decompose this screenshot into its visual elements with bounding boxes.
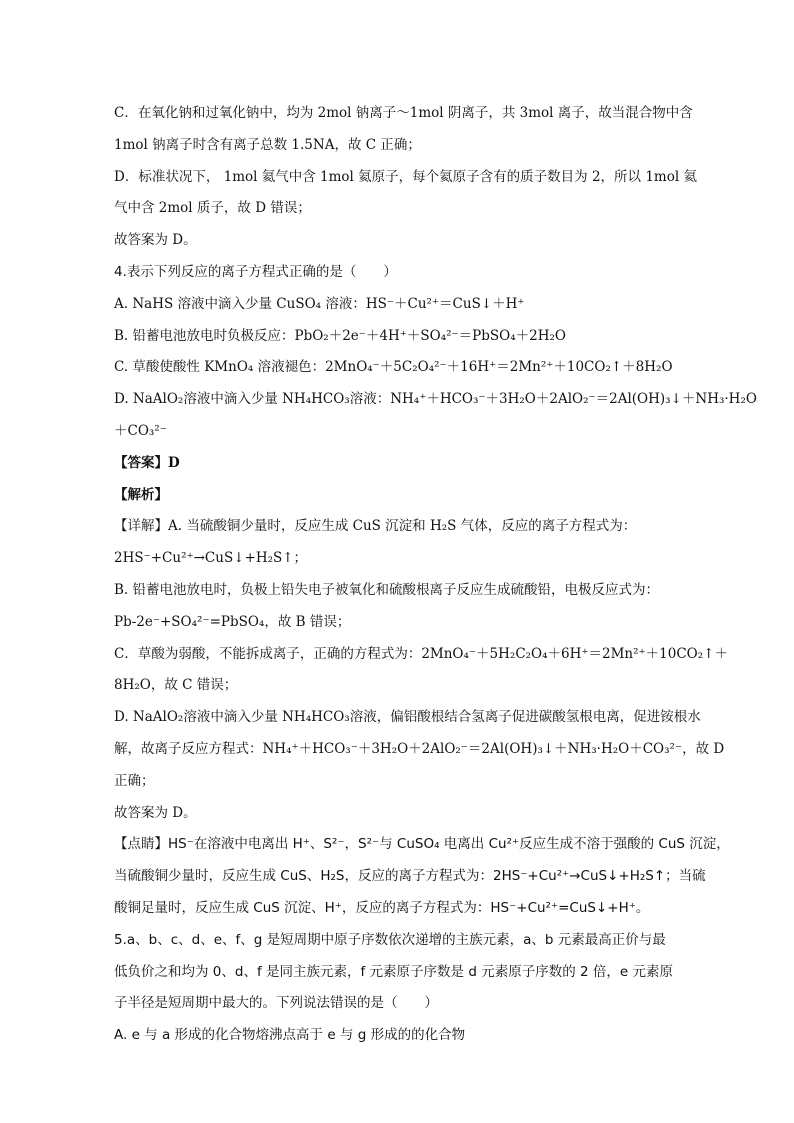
text-line: B. 铅蓄电池放电时，负极上铅失电子被氧化和硫酸根离子反应生成硫酸铅，电极反应式为：	[114, 581, 660, 598]
text-line: 1mol 钠离子时含有离子总数 1.5NA，故 C 正确；	[114, 136, 421, 153]
text-line: 正确；	[114, 772, 155, 789]
text-line: ＋CO₃²⁻	[114, 422, 167, 439]
question-5-option-a: A. e 与 a 形成的化合物熔沸点高于 e 与 g 形成的的化合物	[114, 1027, 466, 1044]
text-line: 低负价之和均为 0、d、f 是同主族元素，f 元素原子序数是 d 元素原子序数的 2 倍，e 元素原	[114, 963, 673, 980]
detail-line: 【详解】A. 当硫酸铜少量时，反应生成 CuS 沉淀和 H₂S 气体，反应的离子方程式为：	[114, 518, 637, 535]
text-line: 当硫酸铜少量时，反应生成 CuS、H₂S，反应的离子方程式为：2HS⁻+Cu²⁺→CuS↓+H₂S↑；当硫	[114, 868, 706, 885]
text-line: C．草酸为弱酸，不能拆成离子，正确的方程式为：2MnO₄⁻＋5H₂C₂O₄＋6H⁺＝2Mn²⁺＋10CO₂↑＋	[114, 645, 728, 662]
text-line: 2HS⁻+Cu²⁺→CuS↓+H₂S↑；	[114, 550, 308, 567]
text-line: 子半径是短周期中最大的。下列说法错误的是（ ）	[114, 995, 438, 1012]
analysis-heading: 【解析】	[114, 486, 168, 503]
text-line: 气中含 2mol 质子，故 D 错误；	[114, 200, 311, 217]
question-4-option-c: C. 草酸使酸性 KMnO₄ 溶液褪色：2MnO₄⁻＋5C₂O₄²⁻＋16H⁺＝2Mn²⁺＋10CO₂↑＋8H₂O	[114, 359, 673, 376]
question-4-option-b: B. 铅蓄电池放电时负极反应：PbO₂＋2e⁻＋4H⁺＋SO₄²⁻＝PbSO₄＋2H₂O	[114, 327, 566, 344]
text-line: 解，故离子反应方程式：NH₄⁺＋HCO₃⁻＋3H₂O＋2AlO₂⁻＝2Al(OH)₃↓＋NH₃·H₂O＋CO₃²⁻，故 D	[114, 740, 725, 757]
question-4-option-a: A. NaHS 溶液中滴入少量 CuSO₄ 溶液：HS⁻＋Cu²⁺＝CuS↓＋H⁺	[114, 295, 525, 312]
text-line: D. NaAlO₂溶液中滴入少量 NH₄HCO₃溶液，偏铝酸根结合氢离子促进碳酸氢根电离，促进铵根水	[114, 709, 701, 726]
text-line: 故答案为 D。	[114, 232, 197, 249]
question-5-stem: 5.a、b、c、d、e、f、g 是短周期中原子序数依次递增的主族元素，a、b 元素最高正价与最	[114, 931, 666, 948]
question-4-option-d: D. NaAlO₂溶液中滴入少量 NH₄HCO₃溶液：NH₄⁺＋HCO₃⁻＋3H₂O＋2AlO₂⁻＝2Al(OH)₃↓＋NH₃·H₂O	[114, 391, 757, 408]
document-body	[114, 98, 757, 1052]
text-line: Pb-2e⁻+SO₄²⁻=PbSO₄，故 B 错误；	[114, 613, 351, 630]
text-line: 8H₂O，故 C 错误；	[114, 677, 238, 694]
text-line: C．在氧化钠和过氧化钠中，均为 2mol 钠离子～1mol 阴离子，共 3mol 离子，故当混合物中含	[114, 105, 693, 121]
key-point-line: 【点睛】HS⁻在溶液中电离出 H⁺、S²⁻，S²⁻与 CuSO₄ 电离出 Cu²⁺反应生成不溶于强酸的 CuS 沉淀，	[114, 836, 730, 853]
text-line: D．标准状况下， 1mol 氦气中含 1mol 氦原子，每个氦原子含有的质子数目为 2，所以 1mol 氦	[114, 168, 697, 185]
text-line: 酸铜足量时，反应生成 CuS 沉淀、H⁺，反应的离子方程式为：HS⁻+Cu²⁺=CuS↓+H⁺。	[114, 899, 650, 916]
text-line: 故答案为 D。	[114, 804, 197, 821]
question-4-stem: 4.表示下列反应的离子方程式正确的是（ ）	[114, 263, 397, 280]
answer-heading: 【答案】D	[114, 454, 180, 471]
